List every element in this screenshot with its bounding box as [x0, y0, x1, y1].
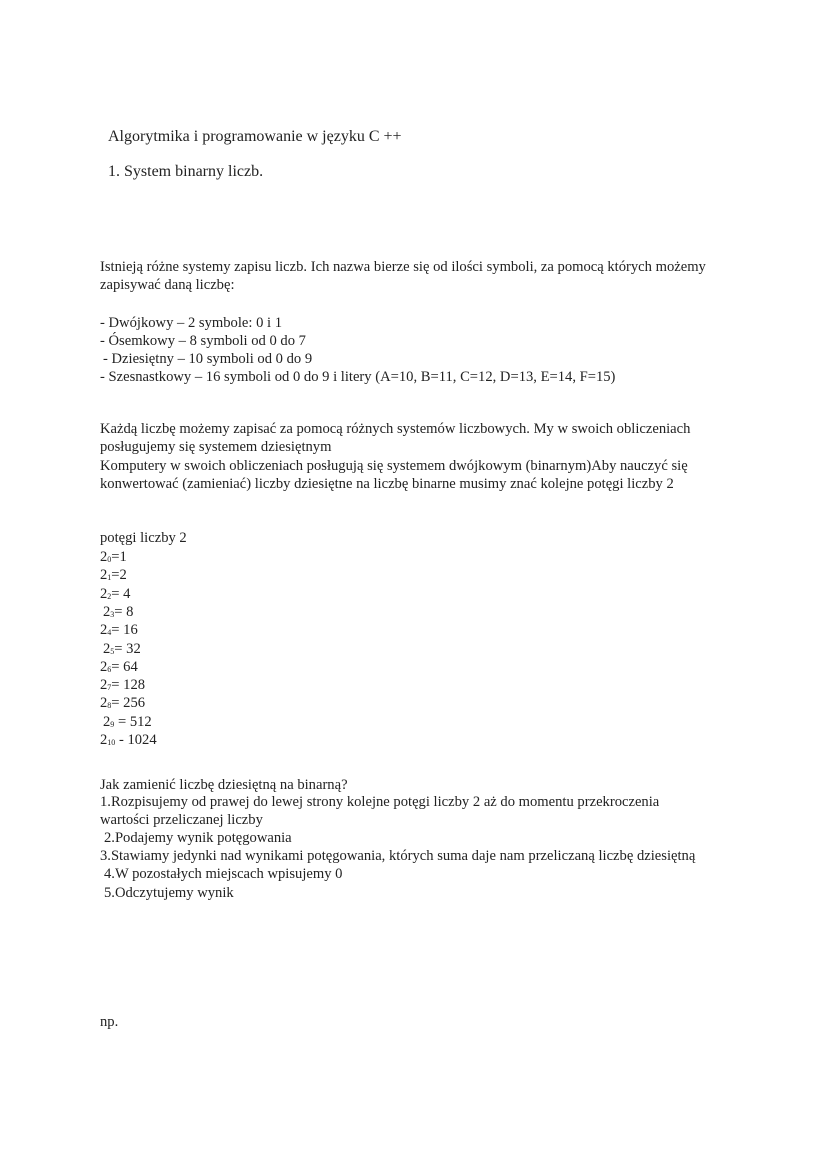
power-exponent: 5: [110, 646, 115, 656]
power-exponent: 10: [107, 738, 116, 747]
section-heading: 1. System binarny liczb.: [108, 163, 264, 180]
power-base: 2: [103, 713, 111, 730]
power-base: 2: [103, 603, 111, 620]
list-item: - Dziesiętny – 10 symboli od 0 do 9: [103, 351, 313, 367]
step-line: 5.Odczytujemy wynik: [104, 885, 234, 901]
paragraph-line: Każdą liczbę możemy zapisać za pomocą różnych systemów liczbowych. My w swoich obliczeniach: [100, 421, 691, 437]
power-exponent: 0: [107, 555, 112, 564]
example-label: np.: [100, 1014, 119, 1030]
power-base: 2: [100, 567, 108, 584]
power-value: = 16: [111, 622, 138, 639]
power-exponent: 3: [110, 609, 115, 619]
document-title: Algorytmika i programowanie w języku C ++: [108, 128, 402, 145]
paragraph-line: konwertować (zamieniać) liczby dziesiętne na liczbę binarne musimy znać kolejne potęgi liczby 2: [100, 476, 674, 492]
power-value: = 8: [114, 603, 134, 620]
power-exponent: 9: [110, 719, 115, 729]
step-line: 3.Stawiamy jedynki nad wynikami potęgowania, których suma daje nam przeliczaną liczbę dziesiętną: [100, 848, 696, 864]
power-exponent: 1: [107, 573, 112, 583]
paragraph-line: zapisywać daną liczbę:: [100, 277, 235, 293]
paragraph-line: Istnieją różne systemy zapisu liczb. Ich nazwa bierze się od ilości symboli, za pomocą których możemy: [100, 259, 706, 275]
power-base: 2: [100, 732, 108, 748]
power-exponent: 4: [107, 628, 112, 638]
power-value: = 32: [114, 640, 141, 657]
list-item: - Dwójkowy – 2 symbole: 0 i 1: [100, 315, 283, 331]
step-line: 2.Podajemy wynik potęgowania: [104, 830, 292, 846]
powers-heading: potęgi liczby 2: [100, 530, 187, 546]
step-line: 1.Rozpisujemy od prawej do lewej strony kolejne potęgi liczby 2 aż do momentu przekroczenia: [100, 794, 660, 810]
power-value: = 4: [111, 585, 131, 602]
power-value: = 128: [111, 677, 146, 694]
power-base: 2: [100, 549, 108, 565]
power-base: 2: [103, 640, 111, 657]
power-exponent: 8: [107, 701, 112, 711]
power-item: [100, 731, 157, 752]
paragraph-line: Komputery w swoich obliczeniach posługują się systemem dwójkowym (binarnym)Aby nauczyć się: [100, 458, 688, 474]
list-item: - Ósemkowy – 8 symboli od 0 do 7: [100, 333, 306, 349]
power-value: =1: [111, 549, 127, 565]
power-exponent: 7: [107, 683, 112, 693]
power-base: 2: [100, 677, 108, 694]
power-base: 2: [100, 622, 108, 639]
step-line: 4.W pozostałych miejscach wpisujemy 0: [104, 866, 343, 882]
power-base: 2: [100, 585, 108, 602]
paragraph-line: posługujemy się systemem dziesiętnym: [100, 439, 332, 455]
power-exponent: 2: [107, 591, 112, 601]
list-item: - Szesnastkowy – 16 symboli od 0 do 9 i litery (A=10, B=11, C=12, D=13, E=14, F=15): [100, 369, 616, 385]
power-value: - 1024: [115, 732, 157, 748]
step-line: wartości przeliczanej liczby: [100, 812, 263, 828]
power-exponent: 6: [107, 664, 112, 674]
power-value: = 64: [111, 658, 138, 675]
power-base: 2: [100, 658, 108, 675]
power-value: = 512: [114, 713, 152, 730]
power-base: 2: [100, 695, 108, 712]
howto-heading: Jak zamienić liczbę dziesiętną na binarną?: [100, 777, 348, 793]
power-value: =2: [111, 567, 127, 584]
power-value: = 256: [111, 695, 146, 712]
